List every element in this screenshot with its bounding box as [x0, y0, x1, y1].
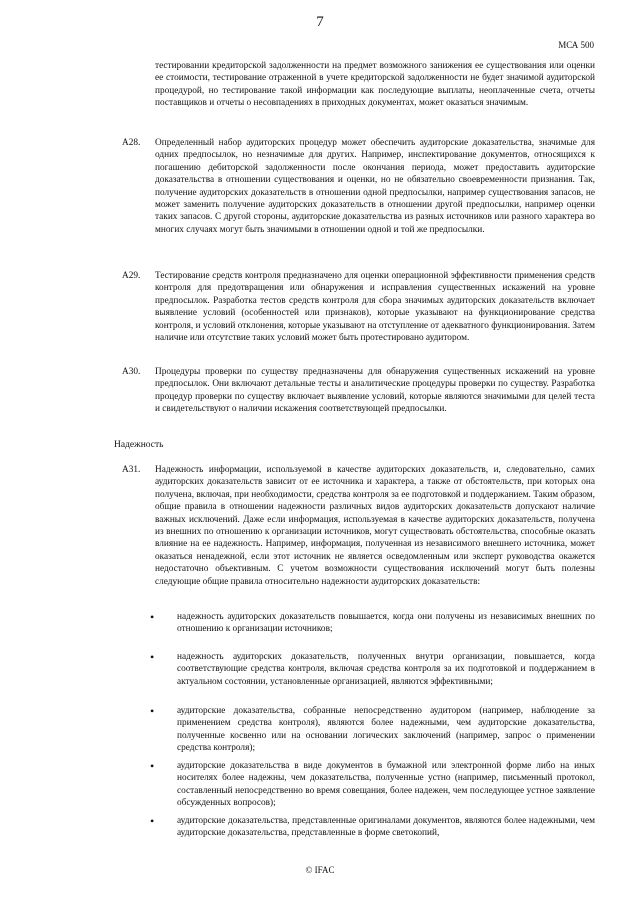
bullet-icon: •: [150, 814, 155, 828]
bullet-icon: •: [150, 650, 155, 664]
bullet-icon: •: [150, 610, 155, 624]
paragraph-a30: Процедуры проверки по существу предназначены для обнаружения существенных искажений на уровне предпосылок. Они включают детальные тесты и аналитические процедуры проверки по существу. Разработка процедур проверки по существу включает выявление условий, которые являются значимыми для целей теста и свидетельствуют о наличии искажения соответствующей предпосылки.: [155, 367, 595, 415]
bullet-item: надежность аудиторских доказательств, полученных внутри организации, повышается, когда соответствующие средства контроля, включая средства контроля за их подготовкой и поддержанием в актуальном состоянии, установленные организацией, являются эффективными;: [177, 652, 595, 687]
page-number: 7: [316, 14, 324, 30]
copyright-footer: © IFAC: [305, 865, 335, 875]
paragraph-label-a30: A30.: [122, 367, 141, 377]
intro-paragraph: тестировании кредиторской задолженности на предмет возможного занижения ее существования или оценки ее стоимости, тестирование отраженной в учете кредиторской задолженности не будет значимой аудиторской процедурой, но тестирование такой информации как последующие выплаты, неоплаченные счета, отчеты поставщиков и отчеты о несовпадениях в приходных документах, может оказаться значимым.: [155, 61, 595, 109]
bullet-icon: •: [150, 759, 155, 773]
bullet-icon: •: [150, 704, 155, 718]
paragraph-a28: Определенный набор аудиторских процедур может обеспечить аудиторские доказательства, значимые для одних предпосылок, но незначимые для других. Например, инспектирование документов, относящихся к погашению дебиторской задолженности после окончания периода, может предоставить аудиторские доказательства в отношении существования и оценки, но не обязательно своевременности признания. Так, получение аудиторских доказательств в отношении одной предпосылки, например существования запасов, не может заменить получение аудиторских доказательств в отношении другой предпосылки, например оценки таких запасов. С другой стороны, аудиторские доказательства из разных источников или разного характера во многих случаях могут быть значимыми в отношении одной и той же предпосылки.: [155, 138, 595, 235]
paragraph-label-a28: A28.: [122, 138, 141, 148]
document-code: МСА 500: [558, 40, 594, 50]
paragraph-label-a31: A31.: [122, 465, 141, 475]
section-heading: Надежность: [114, 440, 164, 450]
bullet-item: аудиторские доказательства в виде документов в бумажной или электронной форме либо на иных носителях более надежны, чем доказательства, полученные устно (например, письменный протокол, составленный непосредственно во время совещания, более надежен, чем последующее устное заявление обсужденных вопросов);: [177, 761, 595, 809]
paragraph-a29: Тестирование средств контроля предназначено для оценки операционной эффективности применения средств контроля для предотвращения или обнаружения и исправления существенных искажений на уровне предпосылок. Разработка тестов средств контроля для сбора значимых аудиторских доказательств включает выявление условий (особенностей или признаков), которые указывают на функционирование средства контроля, и условий отклонения, которые указывают на отступление от адекватного функционирования. Затем наличие или отсутствие таких условий может быть протестировано аудитором.: [155, 271, 595, 344]
bullet-item: надежность аудиторских доказательств повышается, когда они получены из независимых внешних по отношению к организации источников;: [177, 612, 595, 635]
paragraph-a31: Надежность информации, используемой в качестве аудиторских доказательств, и, следовательно, самих аудиторских доказательств зависит от ее источника и характера, а также от обстоятельств, при которых она получена, включая, при необходимости, средства контроля за ее подготовкой и поддержанием. Таким образом, общие правила в отношении надежности различных видов аудиторских доказательств допускают наличие важных исключений. Даже если информация, используемая в качестве аудиторских доказательств, получена из внешних по отношению к организации источников, могут существовать обстоятельства, способные оказать влияние на ее надежность. Например, информация, полученная из независимого внешнего источника, может оказаться ненадежной, если этот источник не является осведомленным или эксперт руководства окажется недостаточно объективным. С учетом возможности существования исключений могут быть полезны следующие общие правила относительно надежности аудиторских доказательств:: [155, 465, 595, 587]
bullet-item: аудиторские доказательства, представленные оригиналами документов, являются более надежными, чем аудиторские доказательства, представленные в форме светокопий,: [177, 816, 595, 839]
paragraph-label-a29: A29.: [122, 271, 141, 281]
bullet-item: аудиторские доказательства, собранные непосредственно аудитором (например, наблюдение за применением средства контроля), являются более надежными, чем аудиторские доказательства, полученные косвенно или на основании логических заключений (например, запрос о применении средства контроля);: [177, 706, 595, 754]
